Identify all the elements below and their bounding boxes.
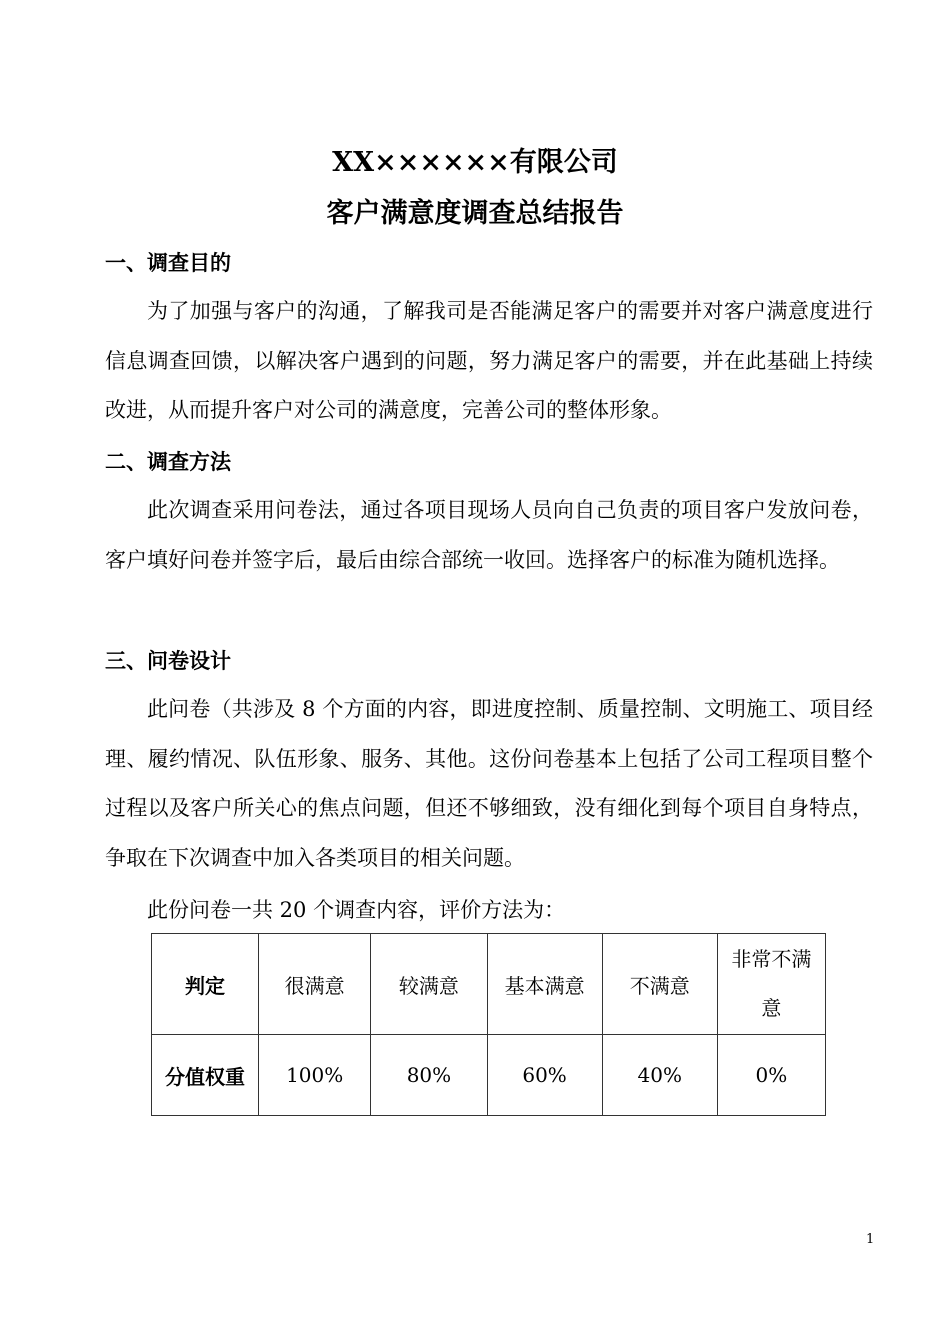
table-row-weights	[152, 1035, 826, 1116]
evaluation-intro: 此份问卷一共 20 个调查内容，评价方法为：	[147, 898, 566, 922]
page-number: 1	[866, 1232, 875, 1247]
table-cell-rating: 很满意	[258, 934, 370, 1035]
table-header-judgement: 判定	[152, 934, 259, 1035]
section-paragraph-purpose: 为了加强与客户的沟通，了解我司是否能满足客户的需要并对客户满意度进行信息调查回馈，以解决客户遇到的问题，努力满足客户的需要，并在此基础上持续改进，从而提升客户对公司的满意度，完善公司的整体形象。	[105, 299, 873, 422]
report-title: 客户满意度调查总结报告	[326, 198, 624, 229]
section-paragraph-method: 此次调查采用问卷法，通过各项目现场人员向自己负责的项目客户发放问卷，客户填好问卷并签字后，最后由综合部统一收回。选择客户的标准为随机选择。	[105, 498, 873, 572]
section-heading-method: 二、调查方法	[105, 449, 231, 474]
rating-table	[151, 933, 826, 1116]
table-cell-rating: 基本满意	[487, 934, 602, 1035]
table-cell-weight: 60%	[487, 1035, 602, 1116]
table-cell-weight: 0%	[717, 1035, 825, 1116]
table-cell-rating: 不满意	[602, 934, 717, 1035]
table-row-ratings	[152, 934, 826, 1035]
table-cell-rating: 非常不满意	[717, 934, 825, 1035]
table-cell-rating: 较满意	[371, 934, 487, 1035]
table-cell-weight: 40%	[602, 1035, 717, 1116]
table-cell-weight: 100%	[258, 1035, 370, 1116]
table-header-weight: 分值权重	[152, 1035, 259, 1116]
company-title: XX××××××有限公司	[332, 147, 618, 178]
table-cell-weight: 80%	[371, 1035, 487, 1116]
section-heading-design: 三、问卷设计	[105, 648, 231, 673]
section-heading-purpose: 一、调查目的	[105, 250, 231, 275]
section-paragraph-design: 此问卷（共涉及 8 个方面的内容，即进度控制、质量控制、文明施工、项目经理、履约情况、队伍形象、服务、其他。这份问卷基本上包括了公司工程项目整个过程以及客户所关心的焦点问题，但还不够细致，没有细化到每个项目自身特点，争取在下次调查中加入各类项目的相关问题。	[105, 697, 873, 870]
